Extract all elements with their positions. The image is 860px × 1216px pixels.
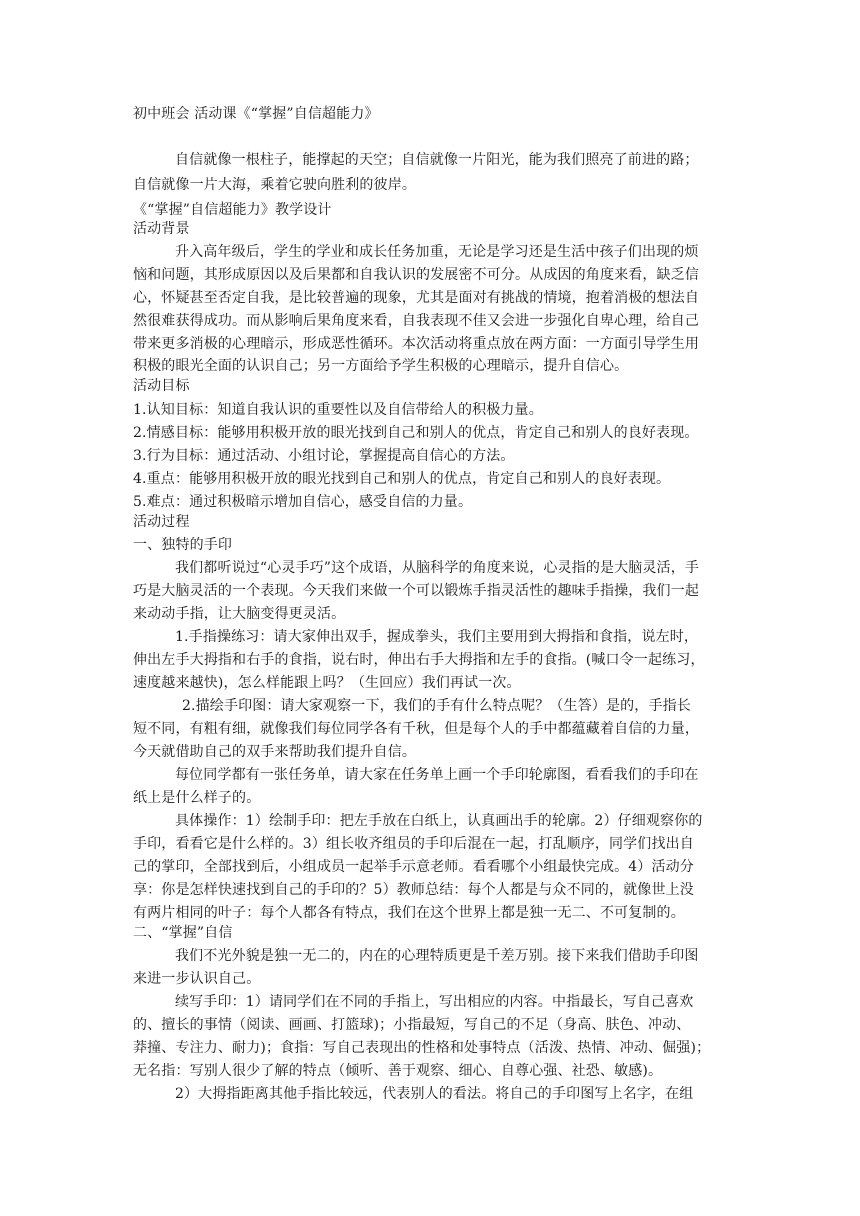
background-heading: 活动背景 [133, 221, 190, 237]
section-2-heading: 二、“掌握”自信 [133, 925, 233, 941]
s2-p3-line-1: 2）大拇指距离其他手指比较远，代表别人的看法。将自己的手印图写上名字，在组 [175, 1086, 694, 1102]
s2-p2-line-4: 无名指：写别人很少了解的特点（倾听、善于观察、细心、自尊心强、社恐、敏感)。 [133, 1063, 663, 1079]
section-1-heading: 一、独特的手印 [133, 537, 233, 553]
s1-p5-line-1: 具体操作：1）绘制手印：把左手放在白纸上，认真画出手的轮廓。2）仔细观察你的 [175, 813, 703, 829]
s2-p2-line-3: 莽撞、专注力、耐力)；食指：写自己表现出的性格和处事特点（活泼、热情、冲动、倔强)； [133, 1040, 711, 1056]
background-line-2: 恼和问题，其形成原因以及后果都和自我认识的发展密不可分。从成因的角度来看，缺乏信 [133, 267, 699, 283]
s2-p2-line-1: 续写手印：1）请同学们在不同的手指上，写出相应的内容。中指最长，写自己喜欢 [175, 994, 694, 1010]
s1-p1-line-2: 巧是大脑灵活的一个表现。今天我们来做一个可以锻炼手指灵活性的趣味手指操，我们一起 [133, 583, 699, 599]
intro-line-2: 自信就像一片大海，乘着它驶向胜利的彼岸。 [133, 177, 416, 193]
goal-item-1: 1.认知目标：知道自我认识的重要性以及自信带给人的积极力量。 [133, 402, 543, 418]
s1-p5-line-2: 手印，看看它是什么样的。3）组长收齐组员的手印后混在一起，打乱顺序，同学们找出自 [133, 836, 694, 852]
s1-p2-line-2: 伸出左手大拇指和右手的食指，说右时，伸出右手大拇指和左手的食指。(喊口令一起练习， [133, 652, 705, 668]
s1-p2-line-1: 1.手指操练习：请大家伸出双手，握成拳头，我们主要用到大拇指和食指，说左时， [175, 629, 699, 645]
s1-p2-line-3: 速度越来越快)，怎么样能跟上吗？（生回应）我们再试一次。 [133, 675, 521, 691]
goals-heading: 活动目标 [133, 378, 190, 394]
s1-p1-line-1: 我们都听说过“心灵手巧”这个成语，从脑科学的角度来说，心灵指的是大脑灵活，手 [175, 560, 700, 576]
background-line-6: 积极的眼光全面的认识自己；另一方面给予学生积极的心理暗示，提升自信心。 [133, 358, 629, 374]
process-heading: 活动过程 [133, 514, 190, 530]
intro-line-1: 自信就像一根柱子，能撑起的天空；自信就像一片阳光，能为我们照亮了前进的路； [175, 152, 699, 168]
s1-p1-line-3: 来动动手指，让大脑变得更灵活。 [133, 606, 346, 622]
s1-p3-line-1: 2.描绘手印图：请大家观察一下，我们的手有什么特点呢？（生答）是的，手指长 [182, 698, 691, 714]
design-title: 《“掌握”自信超能力》教学设计 [133, 202, 332, 218]
s1-p3-line-3: 今天就借助自己的双手来帮助我们提升自信。 [133, 744, 416, 760]
goal-item-3: 3.行为目标：通过活动、小组讨论，掌握提高自信心的方法。 [133, 448, 515, 464]
goal-item-5: 5.难点：通过积极暗示增加自信心，感受自信的力量。 [133, 494, 473, 510]
background-line-4: 然很难获得成功。而从影响后果角度来看，自我表现不佳又会进一步强化自卑心理，给自己 [133, 313, 699, 329]
s1-p4-line-2: 纸上是什么样子的。 [133, 790, 261, 806]
s1-p4-line-1: 每位同学都有一张任务单，请大家在任务单上画一个手印轮廓图，看看我们的手印在 [175, 767, 699, 783]
goal-item-2: 2.情感目标：能够用积极开放的眼光找到自己和别人的优点，肯定自己和别人的良好表现。 [133, 425, 699, 441]
s1-p5-line-5: 有两片相同的叶子：每个人都各有特点，我们在这个世界上都是独一无二、不可复制的。 [133, 905, 685, 921]
background-line-1: 升入高年级后，学生的学业和成长任务加重，无论是学习还是生活中孩子们出现的烦 [175, 244, 699, 260]
s1-p5-line-4: 享：你是怎样快速找到自己的手印的？5）教师总结：每个人都是与众不同的，就像世上没 [133, 882, 694, 898]
background-line-5: 带来更多消极的心理暗示，形成恶性循环。本次活动将重点放在两方面：一方面引导学生用 [133, 336, 699, 352]
document-title: 初中班会 活动课《“掌握”自信超能力》 [133, 106, 379, 122]
s2-p1-line-2: 来进一步认识自己。 [133, 971, 261, 987]
s2-p2-line-2: 的、擅长的事情（阅读、画画、打篮球)；小指最短，写自己的不足（身高、肤色、冲动、 [133, 1017, 691, 1033]
s1-p5-line-3: 己的掌印，全部找到后，小组成员一起举手示意老师。看看哪个小组最快完成。4）活动分 [133, 859, 694, 875]
s2-p1-line-1: 我们不光外貌是独一无二的，内在的心理特质更是千差万别。接下来我们借助手印图 [175, 948, 699, 964]
s1-p3-line-2: 短不同，有粗有细，就像我们每位同学各有千秋，但是每个人的手中都蕴藏着自信的力量， [133, 721, 699, 737]
goal-item-4: 4.重点：能够用积极开放的眼光找到自己和别人的优点，肯定自己和别人的良好表现。 [133, 471, 671, 487]
background-line-3: 心，怀疑甚至否定自我，是比较普遍的现象，尤其是面对有挑战的情境，抱着消极的想法自 [133, 290, 699, 306]
